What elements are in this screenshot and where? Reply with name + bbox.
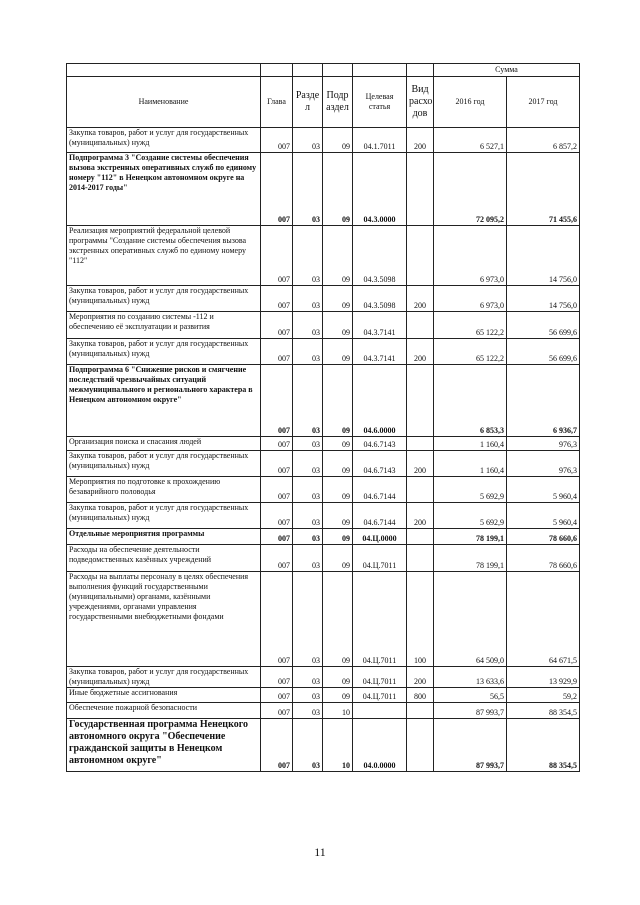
section-cell: 03 <box>293 128 323 153</box>
chapter-cell: 007 <box>261 477 293 503</box>
expense-type-cell: 200 <box>407 128 434 153</box>
section-cell: 03 <box>293 719 323 772</box>
table-row <box>67 477 580 503</box>
target-cell: 04.0.0000 <box>353 719 407 772</box>
amount-2016-cell: 13 633,6 <box>434 667 507 688</box>
amount-2017-cell: 56 699,6 <box>507 312 580 339</box>
amount-2017-cell: 5 960,4 <box>507 477 580 503</box>
target-cell: 04.6.7144 <box>353 503 407 529</box>
target-cell: 04.Ц.7011 <box>353 667 407 688</box>
name-cell: Закупка товаров, работ и услуг для государственных (муниципальных) нужд <box>67 451 261 477</box>
table-row <box>67 545 580 572</box>
target-cell: 04.Ц.7011 <box>353 572 407 667</box>
table-row <box>67 529 580 545</box>
target-cell: 04.6.0000 <box>353 365 407 437</box>
expense-type-cell: 200 <box>407 339 434 365</box>
subsection-cell: 10 <box>323 703 353 719</box>
amount-2016-cell: 5 692,9 <box>434 477 507 503</box>
table-row <box>67 312 580 339</box>
target-cell: 04.3.7141 <box>353 312 407 339</box>
target-cell: 04.6.7143 <box>353 451 407 477</box>
table-row <box>67 451 580 477</box>
amount-2016-cell: 6 853,3 <box>434 365 507 437</box>
amount-2016-cell: 1 160,4 <box>434 437 507 451</box>
section-header: Разде л <box>293 77 323 128</box>
table-row <box>67 153 580 226</box>
amount-2017-cell: 71 455,6 <box>507 153 580 226</box>
chapter-cell: 007 <box>261 703 293 719</box>
table-row <box>67 688 580 703</box>
expense-type-cell <box>407 312 434 339</box>
section-cell: 03 <box>293 226 323 286</box>
amount-2016-cell: 5 692,9 <box>434 503 507 529</box>
amount-2016-cell: 78 199,1 <box>434 545 507 572</box>
table-row <box>67 703 580 719</box>
chapter-cell: 007 <box>261 153 293 226</box>
chapter-cell: 007 <box>261 128 293 153</box>
amount-2017-cell: 78 660,6 <box>507 545 580 572</box>
table-body <box>67 128 580 772</box>
amount-2016-cell: 78 199,1 <box>434 529 507 545</box>
section-cell: 03 <box>293 477 323 503</box>
section-cell: 03 <box>293 312 323 339</box>
amount-2017-cell: 56 699,6 <box>507 339 580 365</box>
name-cell: Подпрограмма 6 "Снижение рисков и смягчение последствий чрезвычайных ситуаций межмуниципального и регионального характера в Ненецком автономном округе" <box>67 365 261 437</box>
subsection-cell: 09 <box>323 503 353 529</box>
name-cell: Реализация мероприятий федеральной целевой программы "Создание системы обеспечения вызова экстренных оперативных служб по единому номеру "112" <box>67 226 261 286</box>
name-cell: Мероприятия по созданию системы -112 и обеспечению её эксплуатации и развития <box>67 312 261 339</box>
amount-2016-cell: 87 993,7 <box>434 719 507 772</box>
expense-type-cell: 200 <box>407 286 434 312</box>
subsection-cell: 09 <box>323 437 353 451</box>
amount-2016-cell: 65 122,2 <box>434 339 507 365</box>
target-cell <box>353 703 407 719</box>
chapter-cell: 007 <box>261 226 293 286</box>
name-cell: Закупка товаров, работ и услуг для государственных (муниципальных) нужд <box>67 286 261 312</box>
table-row <box>67 286 580 312</box>
name-cell: Расходы на выплаты персоналу в целях обеспечения выполнения функций государственными (муниципальными) органами, казёнными учреждениями, органами управления государственными внебюджетными фондами <box>67 572 261 667</box>
amount-2017-cell: 976,3 <box>507 437 580 451</box>
expense-type-cell: 200 <box>407 503 434 529</box>
table-row <box>67 226 580 286</box>
chapter-cell: 007 <box>261 451 293 477</box>
section-cell: 03 <box>293 286 323 312</box>
section-cell: 03 <box>293 667 323 688</box>
name-cell: Обеспечение пожарной безопасности <box>67 703 261 719</box>
subsection-cell: 09 <box>323 312 353 339</box>
amount-2017-cell: 14 756,0 <box>507 226 580 286</box>
name-cell: Закупка товаров, работ и услуг для государственных (муниципальных) нужд <box>67 667 261 688</box>
name-cell: Закупка товаров, работ и услуг для государственных (муниципальных) нужд <box>67 128 261 153</box>
amount-2017-cell: 59,2 <box>507 688 580 703</box>
expense-type-cell: 800 <box>407 688 434 703</box>
chapter-cell: 007 <box>261 365 293 437</box>
table-row <box>67 365 580 437</box>
year-2017-header: 2017 год <box>507 77 580 128</box>
amount-2016-cell: 87 993,7 <box>434 703 507 719</box>
subsection-cell: 09 <box>323 545 353 572</box>
amount-2017-cell: 78 660,6 <box>507 529 580 545</box>
budget-table <box>66 63 580 772</box>
expense-type-cell <box>407 703 434 719</box>
expense-type-cell <box>407 477 434 503</box>
section-cell: 03 <box>293 688 323 703</box>
amount-2017-cell: 5 960,4 <box>507 503 580 529</box>
target-header: Целевая статья <box>353 77 407 128</box>
expense-type-cell <box>407 545 434 572</box>
amount-2016-cell: 6 973,0 <box>434 226 507 286</box>
subsection-cell: 09 <box>323 572 353 667</box>
page-number: 11 <box>314 845 326 859</box>
expense-type-cell <box>407 529 434 545</box>
expense-type-cell <box>407 365 434 437</box>
name-cell: Иные бюджетные ассигнования <box>67 688 261 703</box>
section-cell: 03 <box>293 572 323 667</box>
table-row <box>67 339 580 365</box>
subsection-cell: 09 <box>323 128 353 153</box>
target-cell: 04.Ц.7011 <box>353 688 407 703</box>
expense-type-cell: 200 <box>407 667 434 688</box>
table-row <box>67 503 580 529</box>
section-cell: 03 <box>293 339 323 365</box>
amount-2017-cell: 64 671,5 <box>507 572 580 667</box>
year-2016-header: 2016 год <box>434 77 507 128</box>
table-row <box>67 572 580 667</box>
amount-2016-cell: 65 122,2 <box>434 312 507 339</box>
chapter-header: Глава <box>261 77 293 128</box>
chapter-cell: 007 <box>261 667 293 688</box>
chapter-cell: 007 <box>261 437 293 451</box>
subsection-cell: 09 <box>323 529 353 545</box>
table-row <box>67 437 580 451</box>
target-cell: 04.3.5098 <box>353 226 407 286</box>
section-cell: 03 <box>293 451 323 477</box>
chapter-cell: 007 <box>261 529 293 545</box>
amount-2017-cell: 6 857,2 <box>507 128 580 153</box>
table-row <box>67 128 580 153</box>
name-cell: Государственная программа Ненецкого автономного округа "Обеспечение гражданской защиты в Ненецком автономном округе" <box>67 719 261 772</box>
section-cell: 03 <box>293 703 323 719</box>
chapter-cell: 007 <box>261 719 293 772</box>
amount-2017-cell: 88 354,5 <box>507 703 580 719</box>
chapter-cell: 007 <box>261 572 293 667</box>
sum-header: Сумма <box>434 64 580 77</box>
table-row <box>67 667 580 688</box>
subsection-cell: 09 <box>323 451 353 477</box>
name-cell: Мероприятия по подготовке к прохождению безаварийного половодья <box>67 477 261 503</box>
amount-2017-cell: 14 756,0 <box>507 286 580 312</box>
expense-type-cell <box>407 437 434 451</box>
expense-type-header: Вид расхо дов <box>407 77 434 128</box>
subsection-cell: 09 <box>323 365 353 437</box>
amount-2016-cell: 64 509,0 <box>434 572 507 667</box>
section-cell: 03 <box>293 437 323 451</box>
amount-2017-cell: 6 936,7 <box>507 365 580 437</box>
expense-type-cell: 100 <box>407 572 434 667</box>
subsection-cell: 09 <box>323 339 353 365</box>
name-cell: Организация поиска и спасания людей <box>67 437 261 451</box>
amount-2016-cell: 6 527,1 <box>434 128 507 153</box>
target-cell: 04.3.7141 <box>353 339 407 365</box>
section-cell: 03 <box>293 545 323 572</box>
section-cell: 03 <box>293 529 323 545</box>
amount-2016-cell: 1 160,4 <box>434 451 507 477</box>
name-cell: Закупка товаров, работ и услуг для государственных (муниципальных) нужд <box>67 339 261 365</box>
chapter-cell: 007 <box>261 312 293 339</box>
subsection-cell: 09 <box>323 667 353 688</box>
name-cell: Отдельные мероприятия программы <box>67 529 261 545</box>
name-cell: Подпрограмма 3 "Создание системы обеспечения вызова экстренных оперативных служб по единому номеру "112" в Ненецком автономном округе на 2014-2017 годы" <box>67 153 261 226</box>
subsection-cell: 10 <box>323 719 353 772</box>
table-row <box>67 719 580 772</box>
target-cell: 04.6.7143 <box>353 437 407 451</box>
subsection-cell: 09 <box>323 153 353 226</box>
name-cell: Расходы на обеспечение деятельности подведомственных казённых учреждений <box>67 545 261 572</box>
subsection-header: Подр аздел <box>323 77 353 128</box>
target-cell: 04.3.0000 <box>353 153 407 226</box>
name-header: Наименование <box>67 77 261 128</box>
target-cell: 04.3.5098 <box>353 286 407 312</box>
chapter-cell: 007 <box>261 688 293 703</box>
chapter-cell: 007 <box>261 286 293 312</box>
subsection-cell: 09 <box>323 688 353 703</box>
name-cell: Закупка товаров, работ и услуг для государственных (муниципальных) нужд <box>67 503 261 529</box>
amount-2016-cell: 56,5 <box>434 688 507 703</box>
chapter-cell: 007 <box>261 503 293 529</box>
target-cell: 04.Ц.7011 <box>353 545 407 572</box>
expense-type-cell <box>407 153 434 226</box>
chapter-cell: 007 <box>261 545 293 572</box>
target-cell: 04.6.7144 <box>353 477 407 503</box>
amount-2017-cell: 976,3 <box>507 451 580 477</box>
section-cell: 03 <box>293 365 323 437</box>
section-cell: 03 <box>293 153 323 226</box>
expense-type-cell: 200 <box>407 451 434 477</box>
subsection-cell: 09 <box>323 477 353 503</box>
amount-2017-cell: 88 354,5 <box>507 719 580 772</box>
target-cell: 04.1.7011 <box>353 128 407 153</box>
chapter-cell: 007 <box>261 339 293 365</box>
amount-2016-cell: 6 973,0 <box>434 286 507 312</box>
amount-2017-cell: 13 929,9 <box>507 667 580 688</box>
amount-2016-cell: 72 095,2 <box>434 153 507 226</box>
expense-type-cell <box>407 226 434 286</box>
section-cell: 03 <box>293 503 323 529</box>
target-cell: 04.Ц.0000 <box>353 529 407 545</box>
subsection-cell: 09 <box>323 226 353 286</box>
subsection-cell: 09 <box>323 286 353 312</box>
expense-type-cell <box>407 719 434 772</box>
